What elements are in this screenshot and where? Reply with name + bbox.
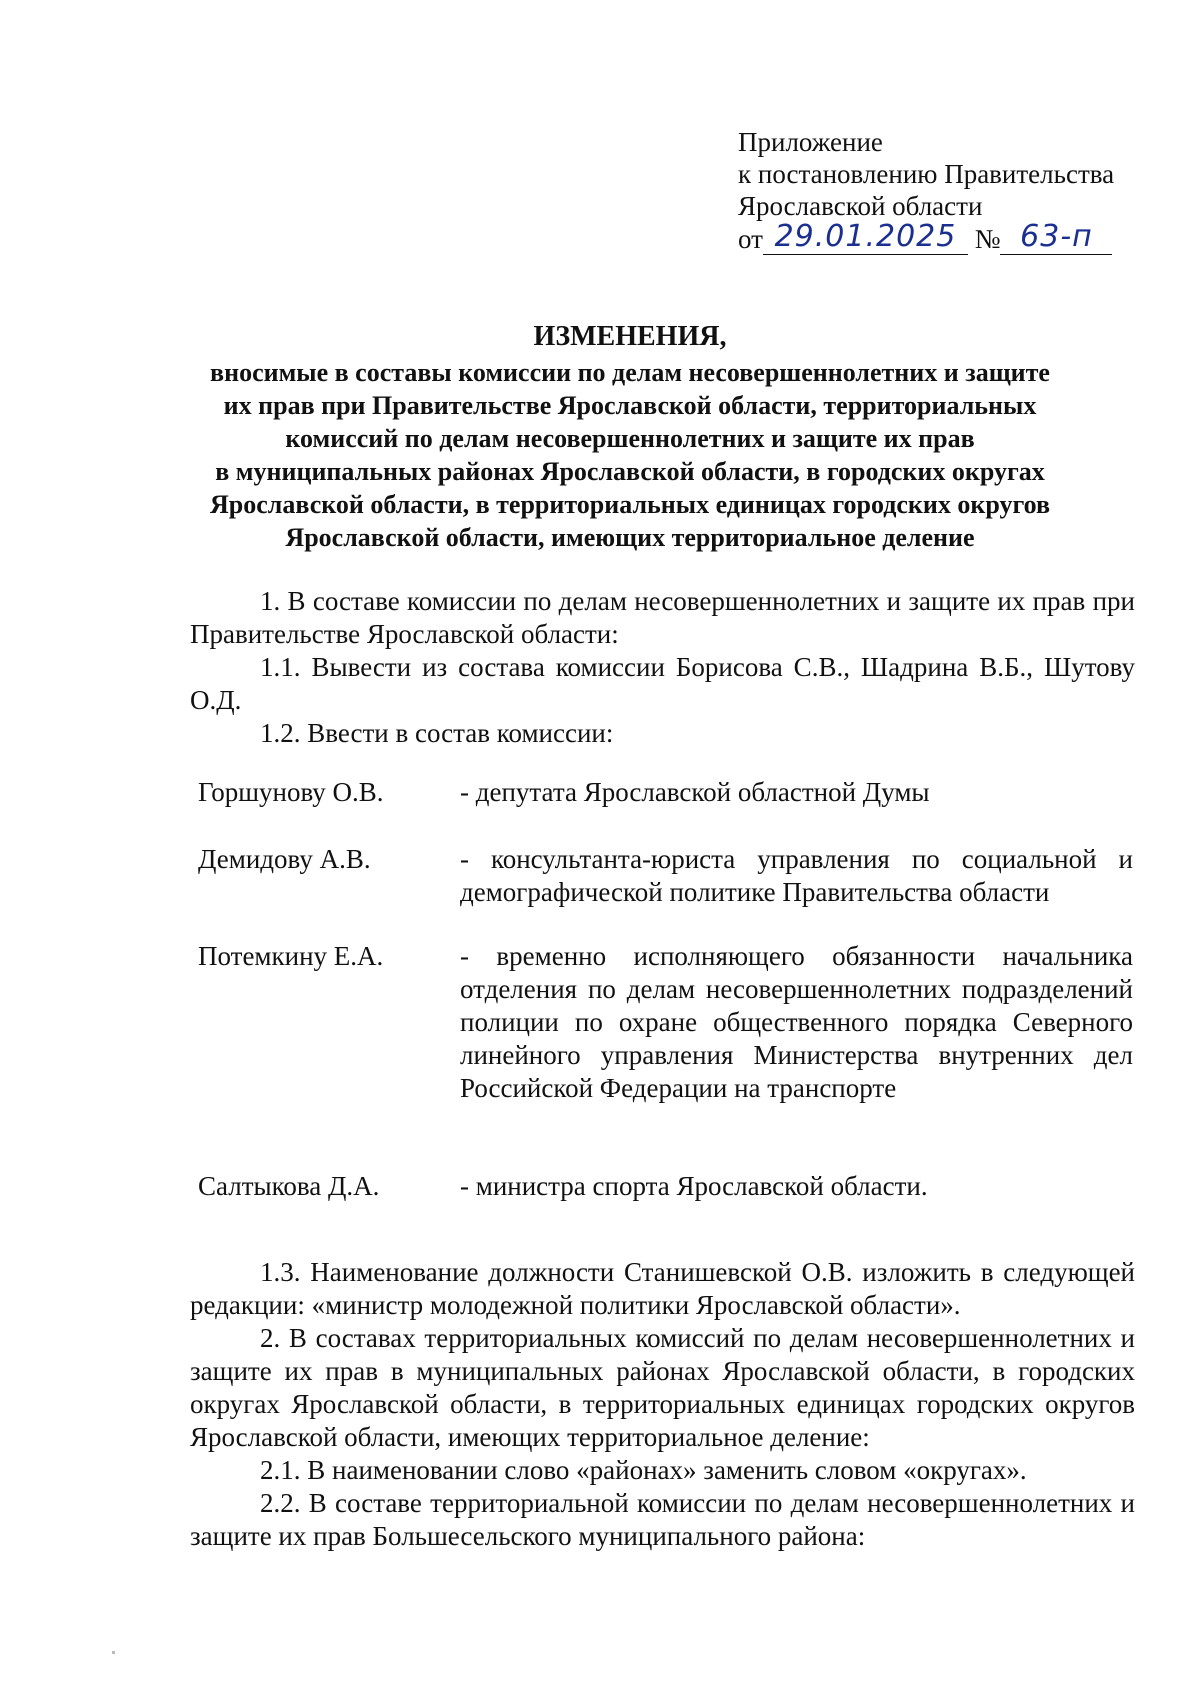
- member-name: Горшунову О.В.: [198, 777, 384, 807]
- section2-intro: 2. В составах территориальных комиссий по делам несовершеннолетних и защите их прав в муниципальных районах Ярославской области, в городских округах Ярославской области, в территориальных единицах городских округов Ярославской области, имеющих территориальное деление:: [190, 1323, 1135, 1452]
- item-1-2: 1.2. Ввести в состав комиссии:: [260, 718, 614, 748]
- member-name: Потемкину Е.А.: [198, 941, 384, 971]
- appendix-reference: к постановлению Правительства: [738, 159, 1115, 189]
- subtitle-line: в муниципальных районах Ярославской области, в городских округах: [215, 457, 1045, 486]
- item-2-1: 2.1. В наименовании слово «районах» заменить словом «округах».: [260, 1455, 1027, 1485]
- appendix-region: Ярославской области: [738, 191, 983, 221]
- appendix-block: [738, 126, 1168, 256]
- section1-intro: 1. В составе комиссии по делам несовершеннолетних и защите их прав при Правительстве Ярославской области:: [190, 586, 1135, 649]
- member-role: - консультанта-юриста управления по социальной и демографической политике Правительства области: [460, 844, 1133, 907]
- decree-date-number-row: [738, 219, 1168, 256]
- item-1-1: 1.1. Вывести из состава комиссии Борисова С.В., Шадрина В.Б., Шутову О.Д.: [190, 652, 1135, 715]
- decree-date-field: [763, 219, 968, 255]
- appendix-label: Приложение: [738, 127, 883, 157]
- decree-number-handwritten: 63-п: [1020, 219, 1093, 254]
- item-2-2: 2.2. В составе территориальной комиссии по делам несовершеннолетних и защите их прав Большесельского муниципального района:: [190, 1488, 1135, 1551]
- document-title: ИЗМЕНЕНИЯ,: [533, 321, 727, 352]
- document-subtitle: [150, 356, 1110, 554]
- member-role: - депутата Ярославской областной Думы: [460, 777, 930, 807]
- decree-number-field: [1000, 219, 1112, 255]
- member-role: - временно исполняющего обязанности начальника отделения по делам несовершеннолетних подразделений полиции по охране общественного порядка Северного линейного управления Министерства внутренних дел Российской Федерации на транспорте: [460, 941, 1133, 1103]
- subtitle-line: Ярославской области, в территориальных единицах городских округов: [209, 490, 1051, 519]
- subtitle-line: вносимые в составы комиссии по делам несовершеннолетних и защите: [210, 358, 1050, 387]
- decree-date-handwritten: 29.01.2025: [774, 219, 957, 254]
- date-prefix: от: [738, 224, 763, 254]
- member-role: - министра спорта Ярославской области.: [460, 1171, 928, 1201]
- section-continuation-block: [190, 1256, 1135, 1553]
- subtitle-line: комиссий по делам несовершеннолетних и защите их прав: [285, 424, 975, 453]
- member-name: Салтыкова Д.А.: [198, 1171, 380, 1201]
- item-1-3: 1.3. Наименование должности Станишевской О.В. изложить в следующей редакции: «министр молодежной политики Ярославской области».: [190, 1257, 1135, 1320]
- number-prefix: №: [974, 224, 1001, 254]
- scan-speck: [112, 1651, 115, 1654]
- subtitle-line: их прав при Правительстве Ярославской области, территориальных: [223, 391, 1037, 420]
- subtitle-line: Ярославской области, имеющих территориальное деление: [285, 523, 975, 552]
- section1-block: [190, 585, 1135, 750]
- member-name: Демидову А.В.: [198, 844, 371, 874]
